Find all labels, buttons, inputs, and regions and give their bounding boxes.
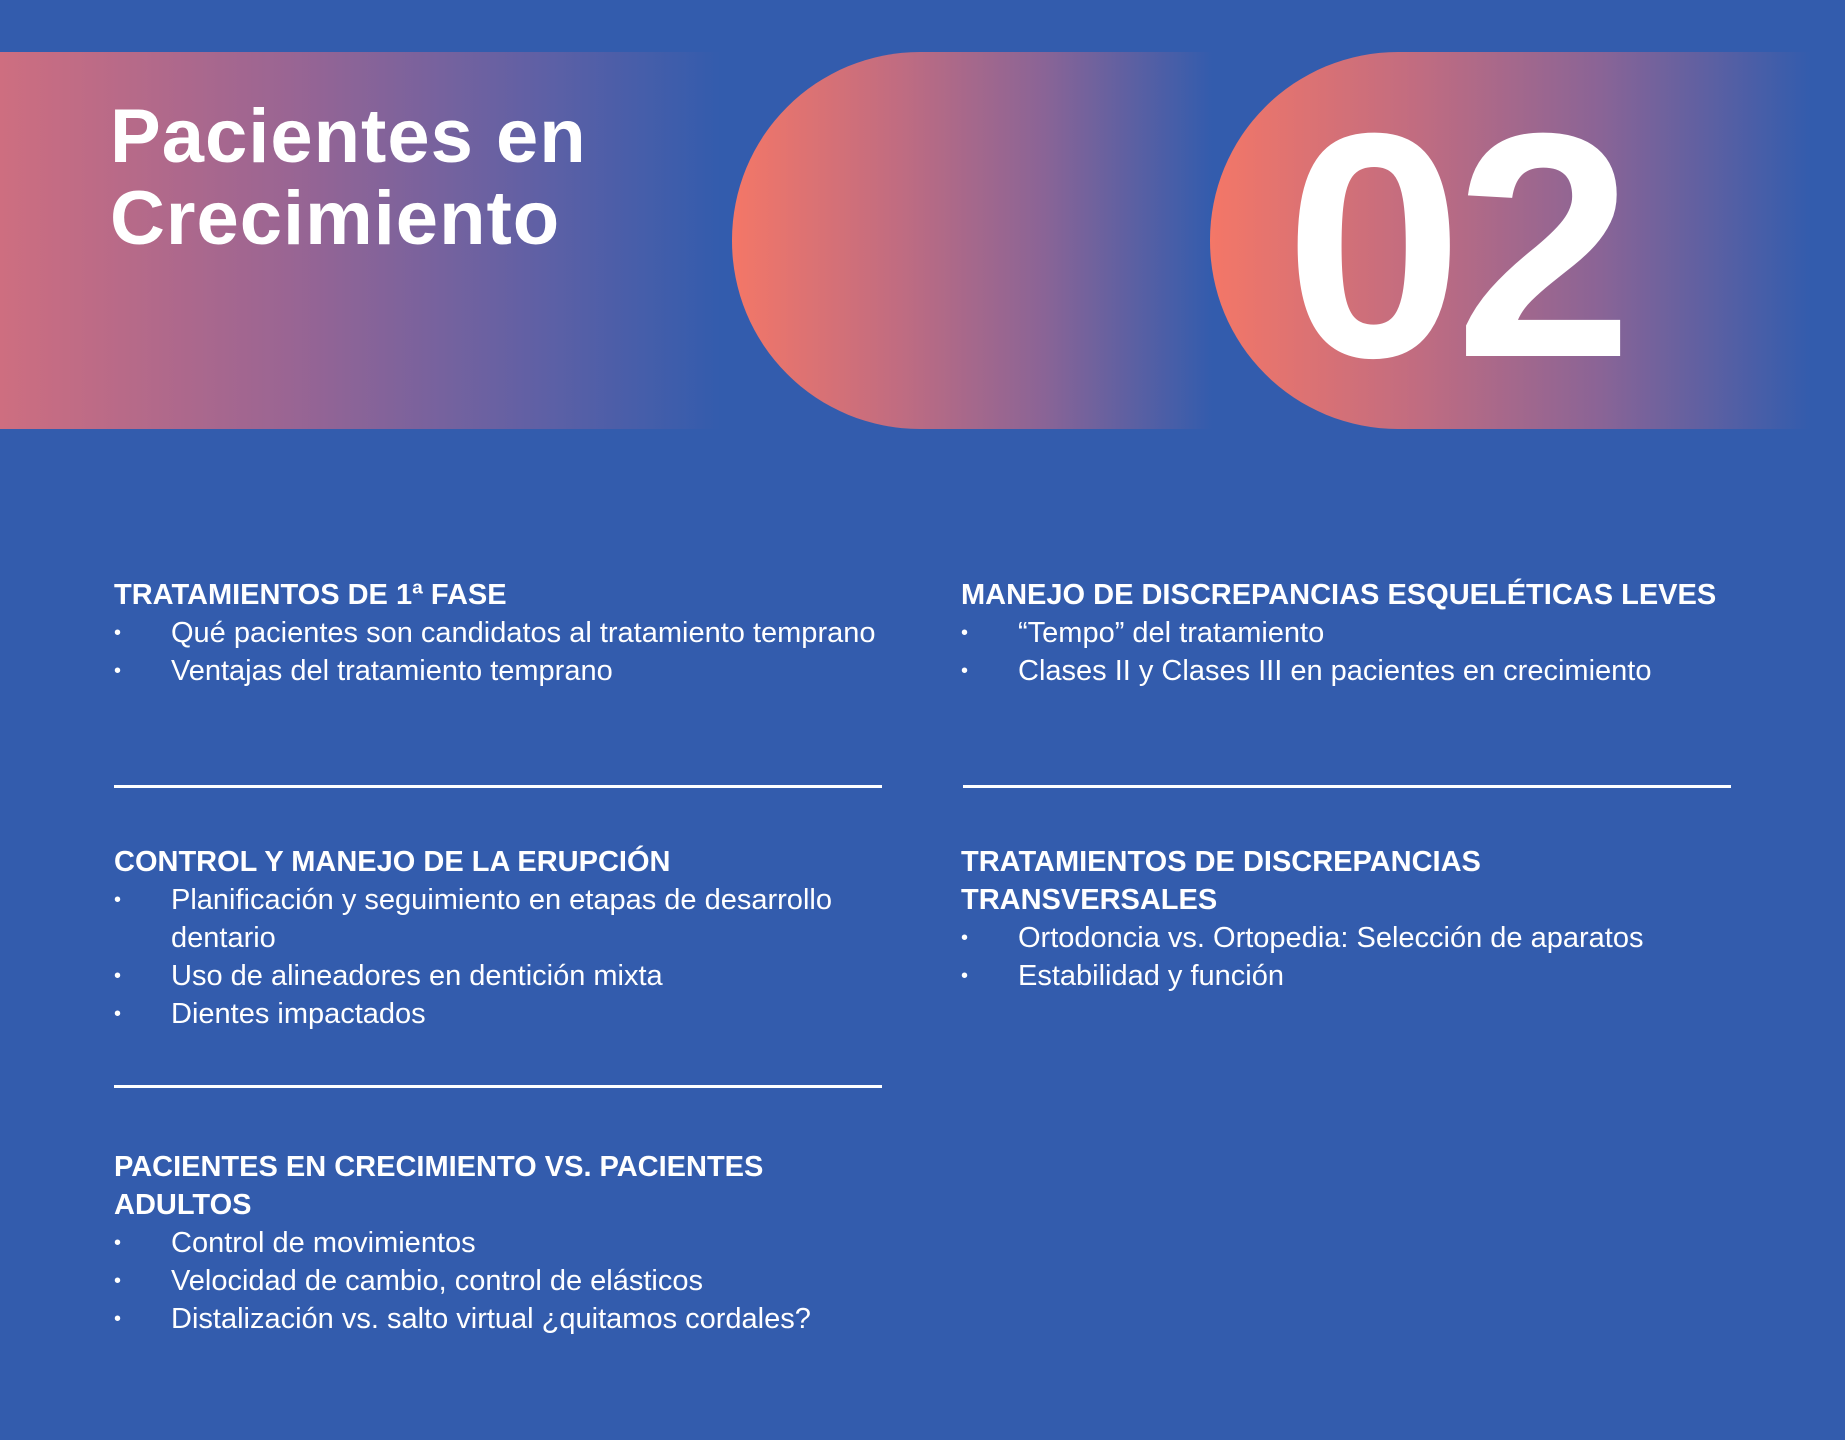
section-heading: TRATAMIENTOS DE DISCREPANCIAS TRANSVERSALES xyxy=(961,846,1481,916)
bullet-icon: • xyxy=(114,1270,122,1292)
list-item xyxy=(114,614,904,652)
list-item xyxy=(961,652,1721,690)
list-item-text: Qué pacientes son candidatos al tratamiento temprano xyxy=(171,617,876,649)
header-decorative-pill xyxy=(732,52,1212,429)
bullet-icon: • xyxy=(114,622,122,644)
list-item-text: Distalización vs. salto virtual ¿quitamos cordales? xyxy=(171,1303,811,1335)
section-heading: PACIENTES EN CRECIMIENTO VS. PACIENTES ADULTOS xyxy=(114,1151,764,1221)
list-item-text: Control de movimientos xyxy=(171,1227,476,1259)
section-divider xyxy=(114,785,882,788)
bullet-list xyxy=(961,919,1721,995)
bullet-list xyxy=(114,881,904,1033)
page-title-line-1: Pacientes en xyxy=(110,94,587,179)
bullet-icon: • xyxy=(114,889,122,911)
bullet-icon: • xyxy=(114,1003,122,1025)
section-number: 02 xyxy=(1285,66,1625,424)
list-item xyxy=(114,995,904,1033)
section-heading: CONTROL Y MANEJO DE LA ERUPCIÓN xyxy=(114,846,671,878)
bullet-list xyxy=(961,614,1721,690)
section-heading: MANEJO DE DISCREPANCIAS ESQUELÉTICAS LEVES xyxy=(961,579,1717,611)
bullet-icon: • xyxy=(114,660,122,682)
list-item-text: Clases II y Clases III en pacientes en crecimiento xyxy=(1018,655,1652,687)
list-item xyxy=(114,957,904,995)
bullet-icon: • xyxy=(114,1232,122,1254)
topic-section-skeletal-discrepancies xyxy=(961,576,1721,690)
list-item xyxy=(114,1262,904,1300)
section-divider xyxy=(963,785,1731,788)
bullet-icon: • xyxy=(961,927,969,949)
section-heading: TRATAMIENTOS DE 1ª FASE xyxy=(114,579,507,611)
section-divider xyxy=(114,1085,882,1088)
list-item-text: Ortodoncia vs. Ortopedia: Selección de aparatos xyxy=(1018,922,1644,954)
bullet-list xyxy=(114,1224,904,1338)
list-item-text: Ventajas del tratamiento temprano xyxy=(171,655,613,687)
list-item xyxy=(961,919,1721,957)
page-title-line-2: Crecimiento xyxy=(110,176,561,261)
list-item-text: Planificación y seguimiento en etapas de desarrollo dentario xyxy=(171,884,832,954)
list-item-text: “Tempo” del tratamiento xyxy=(1018,617,1325,649)
list-item-text: Uso de alineadores en dentición mixta xyxy=(171,960,663,992)
list-item-text: Estabilidad y función xyxy=(1018,960,1284,992)
bullet-icon: • xyxy=(961,660,969,682)
list-item xyxy=(114,1224,904,1262)
list-item-text: Velocidad de cambio, control de elásticos xyxy=(171,1265,703,1297)
topic-section-transverse-discrepancies xyxy=(961,843,1721,995)
topic-section-eruption-control xyxy=(114,843,904,1033)
page-title xyxy=(110,96,587,260)
topic-section-first-phase xyxy=(114,576,904,690)
bullet-icon: • xyxy=(114,1308,122,1330)
topic-section-growing-vs-adult xyxy=(114,1148,904,1338)
list-item xyxy=(114,652,904,690)
bullet-icon: • xyxy=(114,965,122,987)
list-item xyxy=(961,957,1721,995)
list-item xyxy=(961,614,1721,652)
list-item xyxy=(114,1300,904,1338)
list-item xyxy=(114,881,904,957)
bullet-icon: • xyxy=(961,622,969,644)
bullet-list xyxy=(114,614,904,690)
bullet-icon: • xyxy=(961,965,969,987)
list-item-text: Dientes impactados xyxy=(171,998,426,1030)
